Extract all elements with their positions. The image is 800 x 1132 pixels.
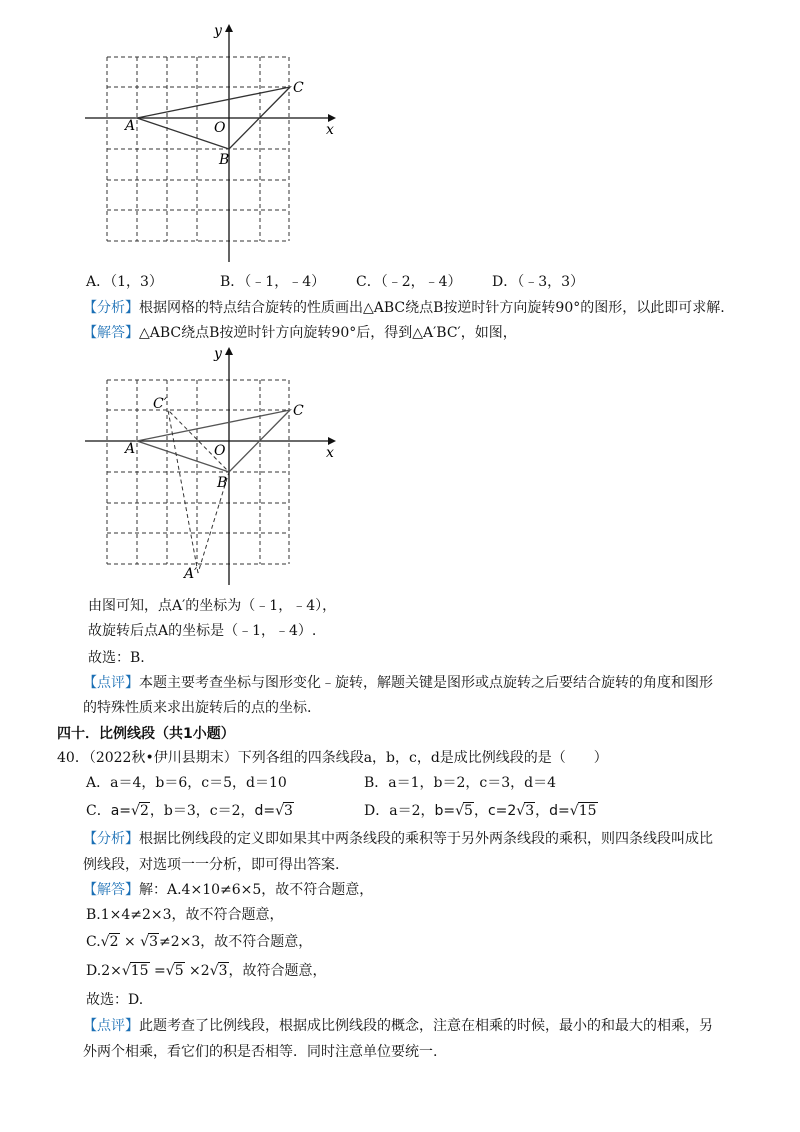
line-d-eq: = <box>149 963 166 979</box>
line-d-times: ×2 <box>184 963 210 979</box>
point-b-label: B <box>217 475 228 491</box>
option-d-c-radicand: 3 <box>525 803 535 819</box>
q39-option-b[interactable]: B．（﹣1，﹣4） <box>220 274 326 290</box>
q40-analysis-2: 例线段，对选项一一分析，即可得出答案. <box>83 857 340 873</box>
option-d-c: ，c=2 <box>473 803 517 819</box>
line-c-times: × <box>119 934 141 950</box>
figure-1-grid <box>80 22 350 267</box>
q39-option-c[interactable]: C．（﹣2，﹣4） <box>356 274 462 290</box>
origin-label: O <box>214 120 226 136</box>
analysis-tag: 【分析】 <box>83 831 139 847</box>
q40-analysis-text: 根据比例线段的定义即如果其中两条线段的乘积等于另外两条线段的乘积，则四条线段叫成比 <box>139 831 713 847</box>
option-d-b-radicand: 5 <box>464 803 473 819</box>
q40-comment-2: 外两个相乘，看它们的积是否相等．同时注意单位要统一. <box>83 1044 438 1060</box>
line-c-post: ≠2×3，故不符合题意， <box>159 934 313 950</box>
q40-choose: 故选：D. <box>86 992 144 1008</box>
analysis-tag: 【分析】 <box>83 300 139 316</box>
line-c-prefix: C. <box>86 934 101 950</box>
q40-solution-text: 解：A.4×10≠6×5，故不符合题意， <box>139 882 374 898</box>
q40-option-b[interactable]: B．a＝1，b＝2，c＝3，d＝4 <box>364 775 557 791</box>
option-c-mid: ，b＝3，c＝2， <box>149 803 255 819</box>
point-c-prime-label: C′ <box>153 396 167 412</box>
solution-tag: 【解答】 <box>83 325 139 341</box>
solution-tag: 【解答】 <box>83 882 139 898</box>
comment-tag: 【点评】 <box>83 1018 139 1034</box>
option-d-b: b= <box>434 803 456 819</box>
q40-option-d[interactable]: D．a＝2，b=√5，c=2√3，d=√15 <box>364 803 597 819</box>
point-c-label: C <box>293 403 304 419</box>
q39-line-choose: 故选：B. <box>88 650 145 666</box>
q39-solution <box>83 323 517 343</box>
origin-label: O <box>214 443 226 459</box>
line-d-radicand-1: 15 <box>130 963 149 979</box>
q40-comment-1 <box>83 1016 713 1036</box>
q40-comment-text: 此题考查了比例线段，根据成比例线段的概念，注意在相乘的时候，最小的和最大的相乘，另 <box>139 1018 713 1034</box>
q39-solution-text: △ABC绕点B按逆时针方向旋转90°后，得到△A′BC′，如图， <box>139 325 517 341</box>
option-d-d-radicand: 15 <box>578 803 597 819</box>
point-a-label: A <box>125 118 136 134</box>
q39-analysis-text: 根据网格的特点结合旋转的性质画出△ABC绕点B按逆时针方向旋转90°的图形，以此即可求解. <box>139 300 725 316</box>
q40-line-c: C.√2 × √3≠2×3，故不符合题意， <box>86 934 313 950</box>
comment-tag: 【点评】 <box>83 675 139 691</box>
option-c-prefix: C． <box>86 803 111 819</box>
line-d-post: ，故符合题意， <box>228 963 327 979</box>
q39-option-d[interactable]: D．（﹣3，3） <box>492 274 585 290</box>
line-d-radicand-2: 5 <box>174 963 184 979</box>
axis-x-label: x <box>326 445 334 461</box>
q40-line-d: D.2×√15 =√5 ×2√3，故符合题意， <box>86 963 327 979</box>
line-c-radicand-1: 2 <box>109 934 119 950</box>
q39-line-known: 由图可知，点A′的坐标为（﹣1，﹣4）， <box>88 598 337 614</box>
point-b-label: B <box>219 152 230 168</box>
q39-line-result: 故旋转后点A的坐标是（﹣1，﹣4）. <box>88 623 317 639</box>
q39-comment-2: 的特殊性质来求出旋转后的点的坐标. <box>83 700 312 716</box>
option-d-prefix: D．a＝2， <box>364 803 435 819</box>
option-d-d: ，d= <box>535 803 570 819</box>
line-d-prefix: D. <box>86 963 102 979</box>
point-c-label: C <box>293 80 304 96</box>
section-heading: 四十．比例线段（共1小题） <box>57 726 235 742</box>
point-a-prime-label: A′ <box>184 566 198 582</box>
axis-y-label: y <box>214 346 222 362</box>
line-c-radicand-2: 3 <box>149 934 158 950</box>
option-c-a: a= <box>110 803 132 819</box>
line-d-radicand-3: 3 <box>218 963 228 979</box>
axis-x-label: x <box>326 122 334 138</box>
q39-comment-text: 本题主要考查坐标与图形变化﹣旋转，解题关键是图形或点旋转之后要结合旋转的角度和图形 <box>139 675 713 691</box>
point-a-label: A <box>125 441 136 457</box>
option-c-d-radicand: 3 <box>284 803 293 819</box>
q40-option-a[interactable]: A．a＝4，b＝6，c＝5，d＝10 <box>86 775 287 791</box>
axis-y-label: y <box>214 23 222 39</box>
q40-analysis-1 <box>83 829 713 849</box>
option-c-d: d= <box>254 803 276 819</box>
line-d-coef: 2× <box>101 963 122 979</box>
option-c-a-radicand: 2 <box>139 803 149 819</box>
q40-solution <box>83 880 373 900</box>
q40-line-b: B.1×4≠2×3，故不符合题意， <box>86 907 284 923</box>
q39-option-a[interactable]: A．（1，3） <box>86 274 163 290</box>
triangle-a-prime-bc-prime <box>168 410 229 573</box>
q39-analysis <box>83 298 725 318</box>
q39-comment-1 <box>83 673 713 693</box>
q40-option-c[interactable]: C．a=√2，b＝3，c＝2，d=√3 <box>86 803 293 819</box>
figure-2-grid <box>80 345 350 590</box>
q40-stem: 40．（2022秋•伊川县期末）下列各组的四条线段a，b，c，d是成比例线段的是（ ） <box>57 750 608 766</box>
